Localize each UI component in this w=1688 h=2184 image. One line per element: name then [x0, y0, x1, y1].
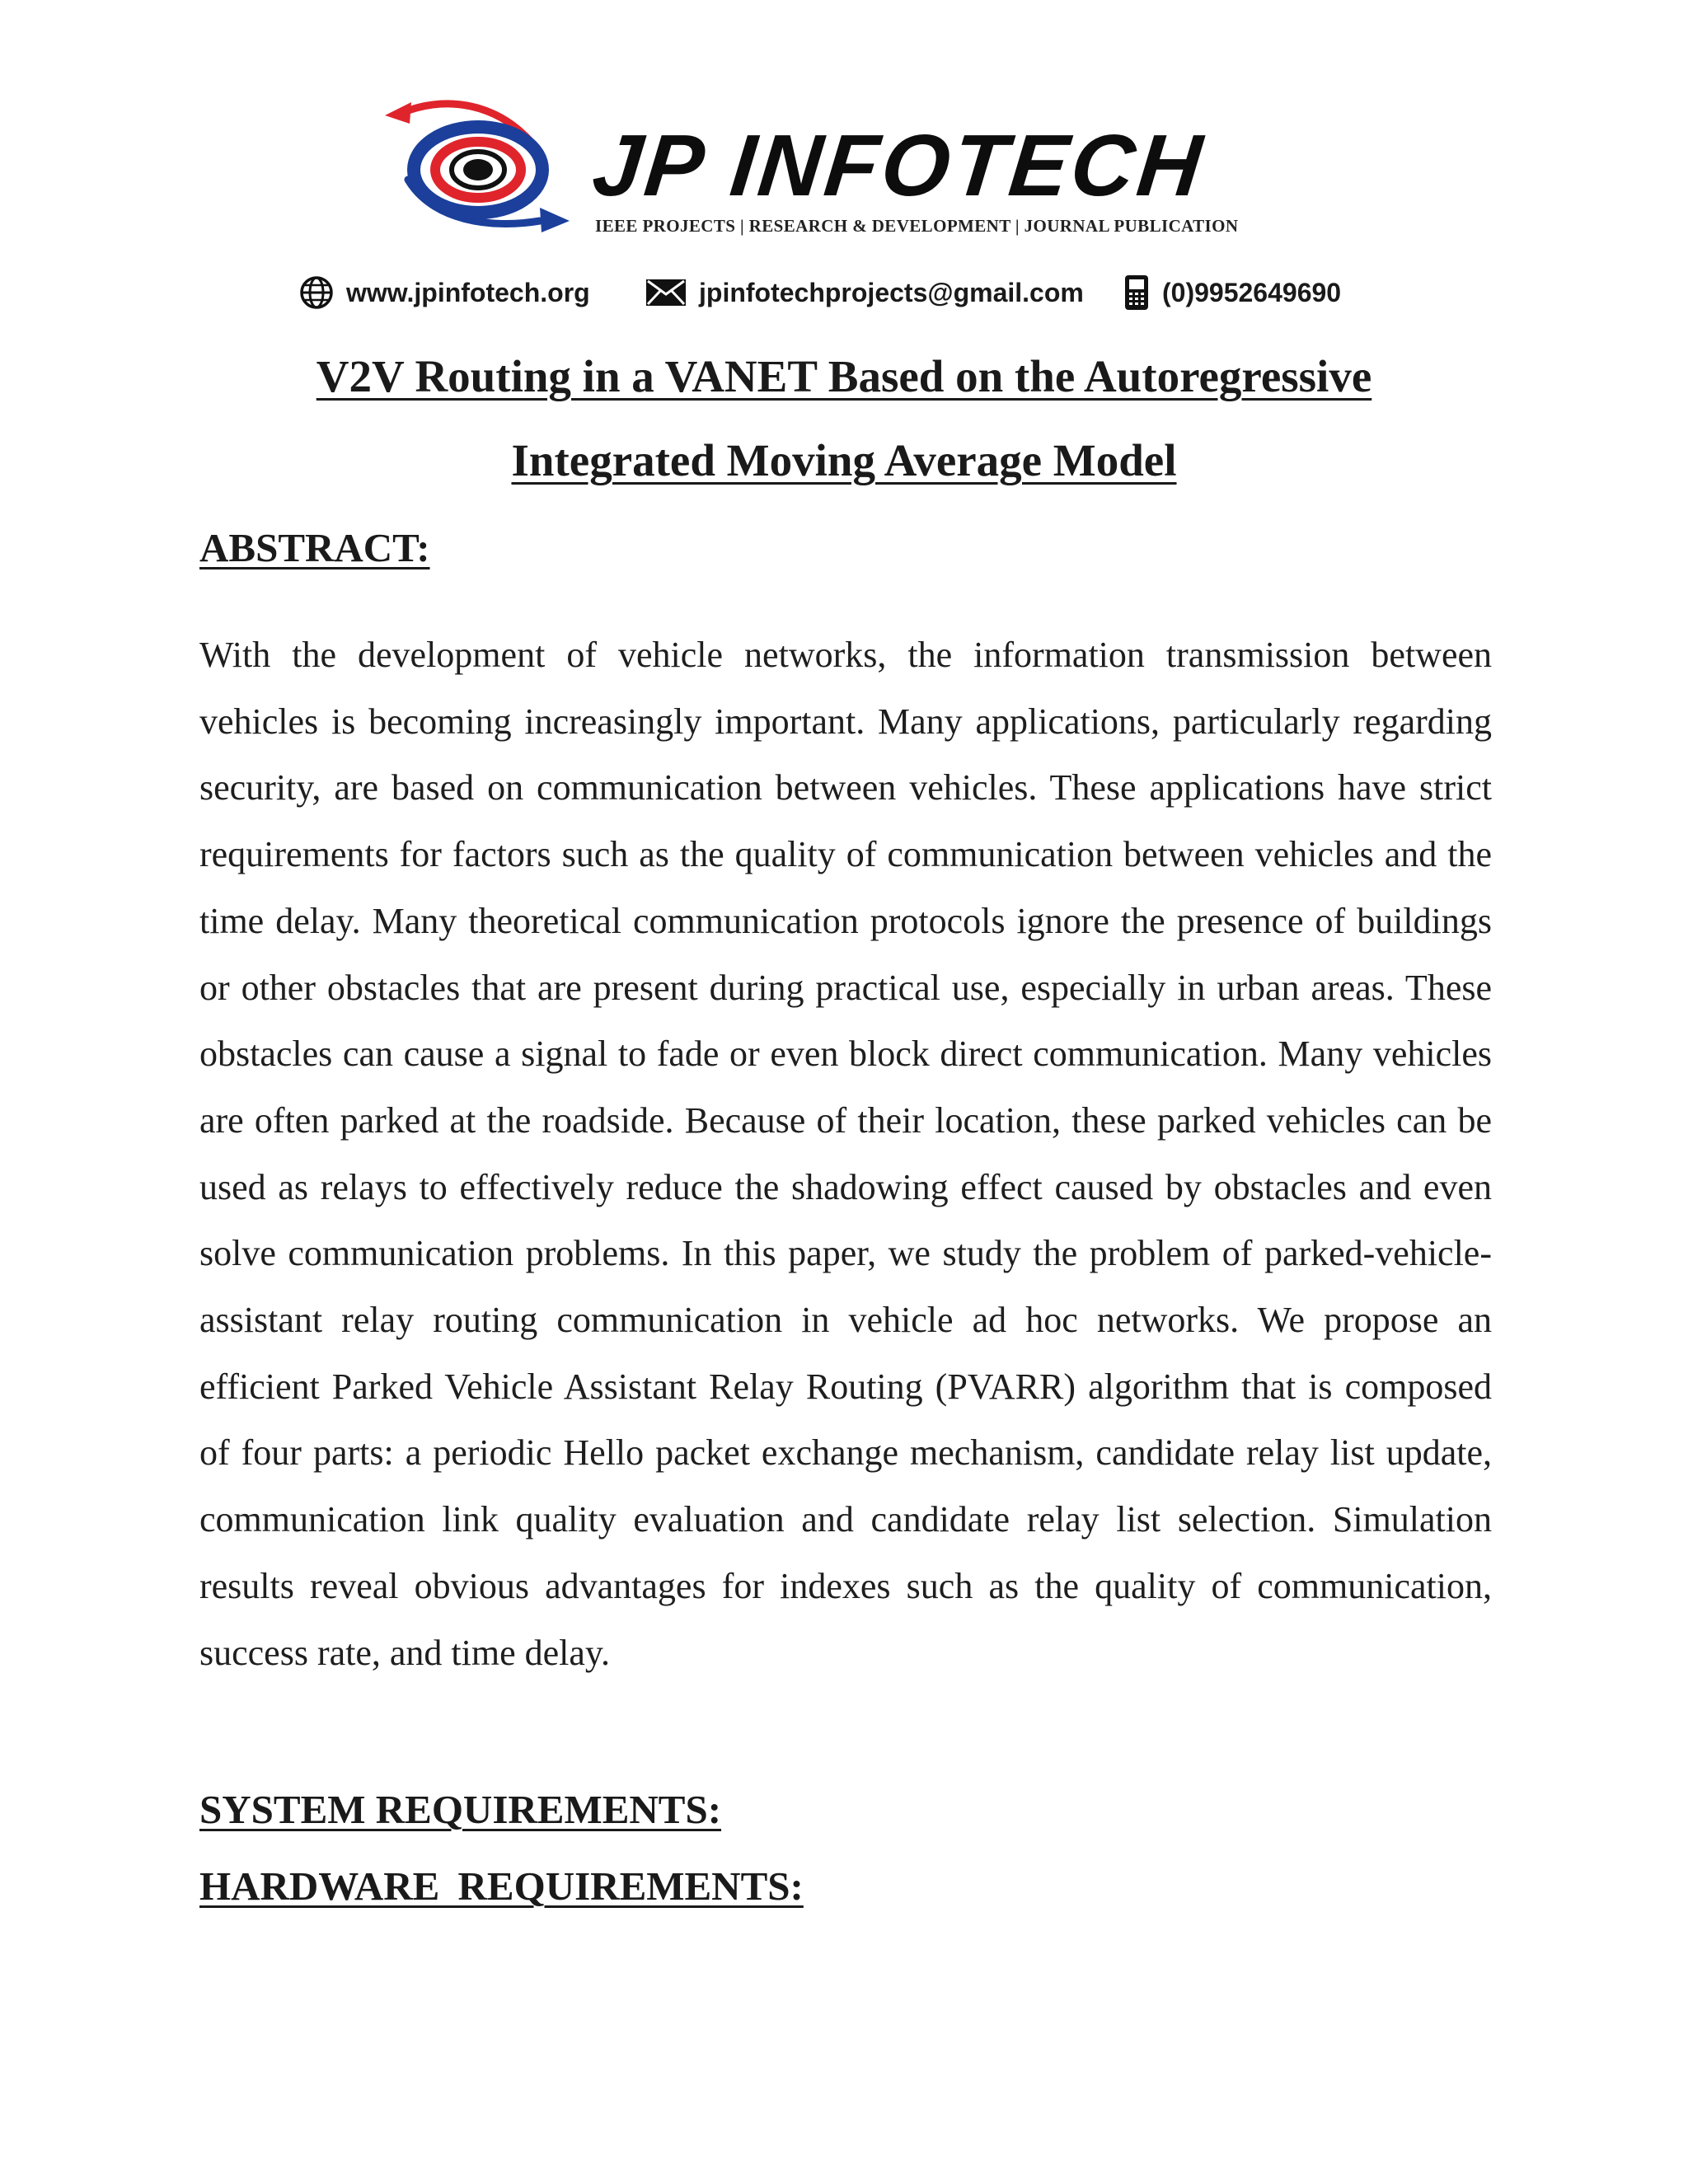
globe-icon	[298, 274, 335, 311]
hardware-requirements-heading: HARDWARE REQUIREMENTS:	[199, 1863, 804, 1909]
system-requirements-heading: SYSTEM REQUIREMENTS:	[199, 1787, 722, 1832]
brand-tagline: IEEE PROJECTS | RESEARCH & DEVELOPMENT | JOURNAL PUBLICATION	[595, 216, 1239, 236]
letterhead	[0, 0, 1688, 330]
website-link[interactable]: www.jpinfotech.org	[346, 277, 590, 307]
jp-infotech-logo-icon	[375, 97, 581, 237]
contact-row	[298, 272, 1403, 313]
brand-name: JP INFOTECH	[588, 117, 1210, 214]
phone-contact[interactable]	[1123, 272, 1341, 313]
abstract-body: With the development of vehicle networks, the information transmission between vehicles is becoming increasingly important. Many applications, particularly regarding security, are based on communication between vehicles. These applications have strict requirements for factors such as the quality of communication between vehicles and the time delay. Many theoretical communication protocols ignore the presence of buildings or other obstacles that are present during practical use, especially in urban areas. These obstacles can cause a signal to fade or even block direct communication. Many vehicles are often parked at the roadside. Because of their location, these parked vehicles can be used as relays to effectively reduce the shadowing effect caused by obstacles and even solve communication problems. In this paper, we study the problem of parked-vehicle-assistant relay routing communication in vehicle ad hoc networks. We propose an efficient Parked Vehicle Assistant Relay Routing (PVARR) algorithm that is composed of four parts: a periodic Hello packet exchange mechanism, candidate relay list update, communication link quality evaluation and candidate relay list selection. Simulation results reveal obvious advantages for indexes such as the quality of communication, success rate, and time delay.	[199, 635, 1492, 1673]
email-contact[interactable]	[645, 272, 1084, 313]
website-contact[interactable]	[298, 272, 590, 313]
document-title-line-1: V2V Routing in a VANET Based on the Autoregressive	[316, 351, 1372, 401]
abstract-heading: ABSTRACT:	[199, 525, 430, 570]
email-link[interactable]: jpinfotechprojects@gmail.com	[699, 277, 1084, 307]
envelope-icon	[645, 278, 687, 307]
mobile-phone-icon	[1123, 274, 1151, 312]
phone-number[interactable]: (0)9952649690	[1162, 277, 1342, 307]
document-title-line-2: Integrated Moving Average Model	[511, 435, 1177, 485]
